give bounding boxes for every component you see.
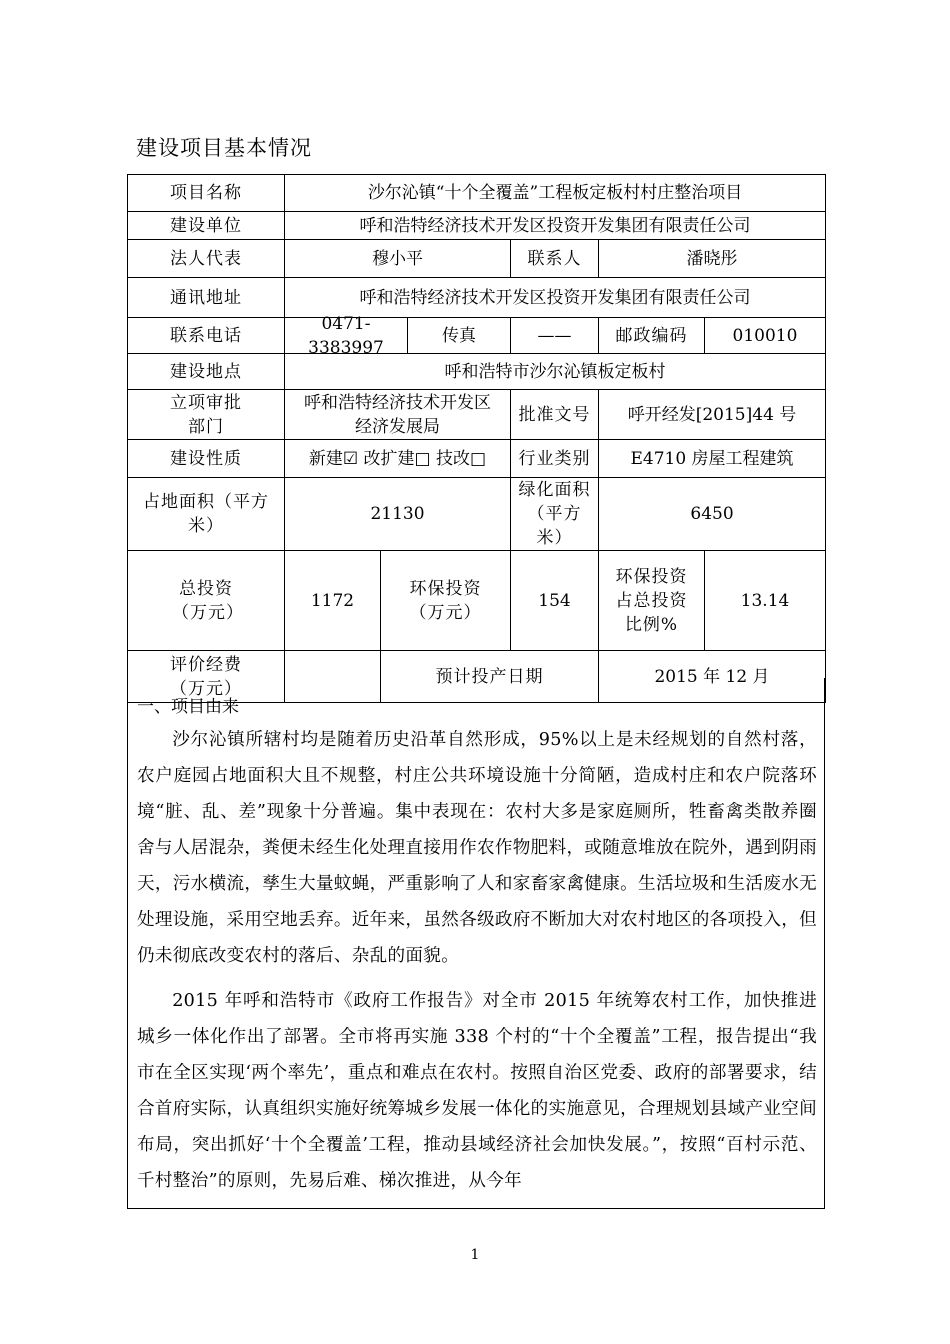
paragraph: 沙尔沁镇所辖村均是随着历史沿革自然形成，95%以上是未经规划的自然村落，农户庭园占地面积大且不规整，村庄公共环境设施十分简陋，造成村庄和农户院落环境“脏、乱、差”现象十分普遍。集中表现在：农村大多是家庭厕所，牲畜禽类散养圈舍与人居混杂，粪便未经生化处理直接用作农作物肥料，或随意堆放在院外，遇到阴雨天，污水横流，孳生大量蚊蝇，严重影响了人和家畜家禽健康。生活垃圾和生活废水无处理设施，采用空地丢弃。近年来，虽然各级政府不断加大对农村地区的各项投入，但仍未彻底改变农村的落后、杂乱的面貌。 — [137, 730, 817, 966]
postcode-value: 010010 — [705, 318, 826, 354]
location-value: 呼和浩特市沙尔沁镇板定板村 — [285, 354, 826, 390]
prod-date-value: 2015 年 12 月 — [599, 651, 826, 703]
approval-no-value: 呼开经发[2015]44 号 — [599, 390, 826, 440]
address-value: 呼和浩特经济技术开发区投资开发集团有限责任公司 — [285, 278, 826, 318]
approval-no-label: 批准文号 — [511, 390, 599, 440]
industry-value: E4710 房屋工程建筑 — [599, 440, 826, 478]
table-row — [128, 354, 826, 390]
phone-fax-cell — [285, 313, 511, 358]
env-invest-value: 154 — [511, 551, 599, 651]
table-row — [128, 551, 826, 651]
section-heading: 一、项目由来 — [137, 697, 239, 717]
legal-rep-label: 法人代表 — [128, 240, 285, 278]
postcode-label: 邮政编码 — [599, 318, 705, 354]
prod-date-label: 预计投产日期 — [381, 651, 599, 703]
eval-fee-label: 评价经费（万元） — [128, 651, 285, 703]
address-label: 通讯地址 — [128, 278, 285, 318]
legal-rep-value: 穆小平 — [285, 240, 511, 278]
page-number: 1 — [470, 1247, 480, 1263]
table-row — [128, 440, 826, 478]
industry-label: 行业类别 — [511, 440, 599, 478]
table-row — [128, 278, 826, 318]
land-area-value: 21130 — [285, 478, 511, 551]
env-invest-label: 环保投资（万元） — [381, 551, 511, 651]
land-area-label: 占地面积（平方米） — [128, 478, 285, 551]
env-ratio-value: 13.14 — [705, 551, 826, 651]
builder-label: 建设单位 — [128, 212, 285, 240]
total-invest-value: 1172 — [285, 551, 381, 651]
table-row — [128, 175, 826, 212]
green-area-value: 6450 — [599, 478, 826, 551]
table-row — [128, 212, 826, 240]
builder-value: 呼和浩特经济技术开发区投资开发集团有限责任公司 — [285, 212, 826, 240]
green-area-label: 绿化面积（平方米） — [511, 478, 599, 551]
table-row — [128, 478, 826, 551]
nature-label: 建设性质 — [128, 440, 285, 478]
approval-dept-value: 呼和浩特经济技术开发区经济发展局 — [285, 390, 511, 440]
nature-value: 新建☑ 改扩建□ 技改□ — [285, 440, 511, 478]
project-name-label: 项目名称 — [128, 175, 285, 212]
location-label: 建设地点 — [128, 354, 285, 390]
approval-dept-label: 立项审批部门 — [128, 390, 285, 440]
table-row — [128, 318, 826, 354]
fax-value: —— — [511, 318, 599, 354]
total-invest-label: 总投资（万元） — [128, 551, 285, 651]
table-row — [128, 240, 826, 278]
page-title: 建设项目基本情况 — [136, 136, 312, 160]
project-name-value: 沙尔沁镇“十个全覆盖”工程板定板村村庄整治项目 — [285, 175, 826, 212]
project-info-table — [127, 174, 826, 703]
phone-label: 联系电话 — [128, 318, 285, 354]
fax-label: 传真 — [442, 325, 476, 346]
paragraph: 2015 年呼和浩特市《政府工作报告》对全市 2015 年统筹农村工作，加快推进城乡一体化作出了部署。全市将再实施 338 个村的“十个全覆盖”工程，报告提出“我市在全区实现‘两个率先’，重点和难点在农村。按照自治区党委、政府的部署要求，结合首府实际，认真组织实施好统筹城乡发展一体化的实施意见，合理规划县域产业空间布局，突出抓好‘十个全覆盖’工程，推动县域经济社会加快发展。”，按照“百村示范、千村整治”的原则，先易后难、梯次推进，从今年 — [137, 991, 817, 1191]
phone-value: 0471- 3383997 — [285, 318, 408, 353]
project-background-section — [127, 678, 825, 1209]
table-row — [128, 390, 826, 440]
env-ratio-label: 环保投资占总投资比例% — [599, 551, 705, 651]
contact-value: 潘晓彤 — [599, 240, 826, 278]
contact-label: 联系人 — [511, 240, 599, 278]
